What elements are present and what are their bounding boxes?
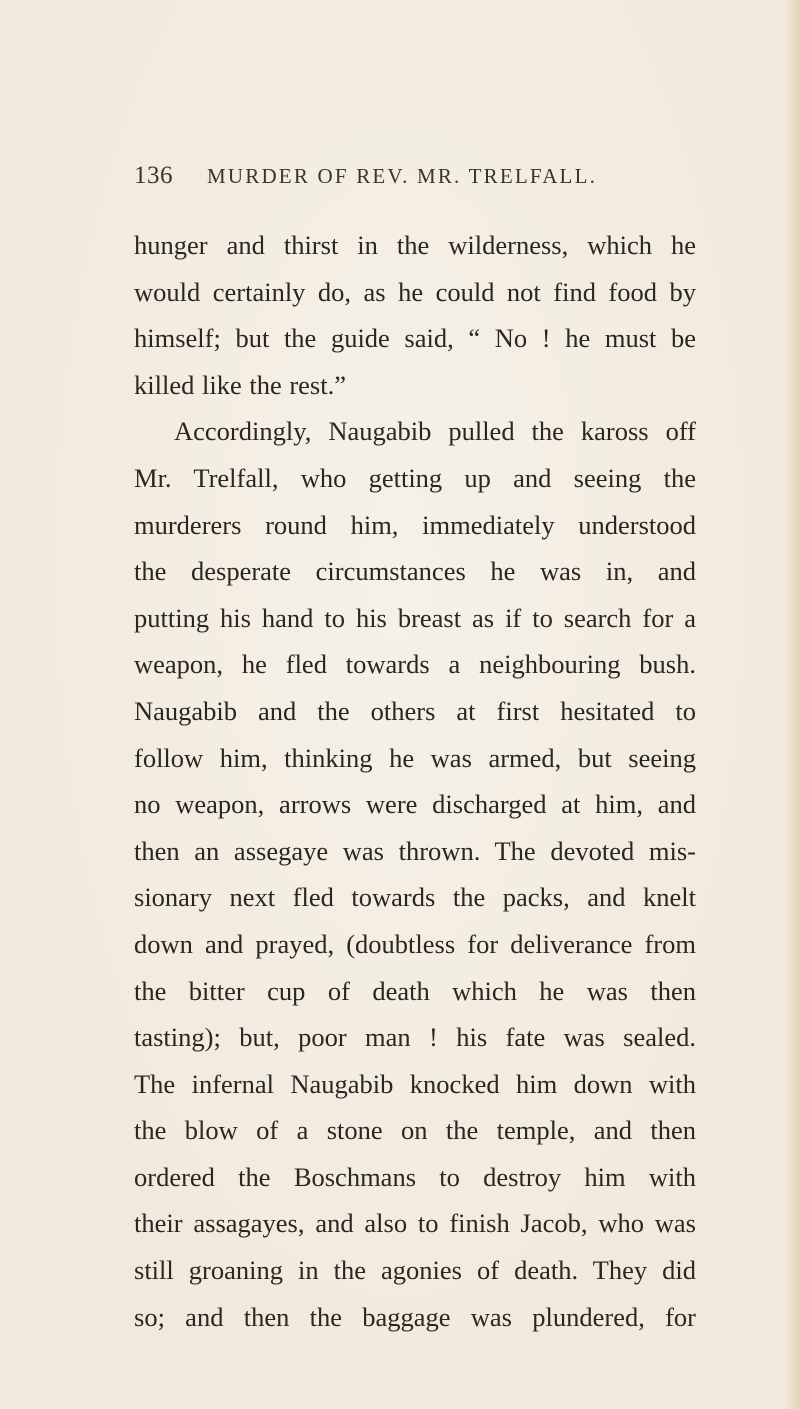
text-line: tasting); but, poor man ! his fate was sealed. — [134, 1022, 696, 1053]
text-line: no weapon, arrows were discharged at him, and — [134, 789, 696, 820]
text-line: the desperate circumstances he was in, and — [134, 556, 696, 587]
running-head: MURDER OF REV. MR. TRELFALL. — [207, 164, 598, 188]
page-number: 136 — [134, 162, 173, 189]
text-line: their assagayes, and also to finish Jacob, who was — [134, 1208, 696, 1239]
text-line: Accordingly, Naugabib pulled the kaross off — [174, 416, 696, 447]
body-text — [134, 222, 696, 1340]
text-line: the blow of a stone on the temple, and then — [134, 1115, 696, 1146]
text-line: hunger and thirst in the wilderness, which he — [134, 230, 696, 260]
text-line: still groaning in the agonies of death. They did — [134, 1255, 696, 1286]
text-line: Mr. Trelfall, who getting up and seeing the — [134, 462, 696, 493]
text-line: killed like the rest.” — [134, 369, 346, 400]
text-line: Naugabib and the others at first hesitated to — [134, 695, 696, 726]
text-line: putting his hand to his breast as if to search for a — [134, 602, 696, 633]
text-line: sionary next fled towards the packs, and knelt — [134, 882, 696, 913]
text-line: then an assegaye was thrown. The devoted mis- — [134, 835, 696, 866]
page-edge-shading — [786, 0, 800, 1409]
text-line: murderers round him, immediately understood — [134, 509, 696, 540]
text-line: weapon, he fled towards a neighbouring bush. — [134, 649, 696, 680]
text-line: himself; but the guide said, “ No ! he must be — [134, 323, 696, 354]
text-line: follow him, thinking he was armed, but seeing — [134, 742, 696, 773]
text-line: so; and then the baggage was plundered, for — [134, 1301, 696, 1332]
text-line: ordered the Boschmans to destroy him with — [134, 1161, 696, 1192]
text-line: would certainly do, as he could not find food by — [134, 276, 696, 307]
text-line: The infernal Naugabib knocked him down with — [134, 1068, 696, 1099]
text-line: down and prayed, (doubtless for deliverance from — [134, 928, 696, 959]
text-line: the bitter cup of death which he was then — [134, 975, 696, 1006]
page-header — [134, 162, 694, 196]
